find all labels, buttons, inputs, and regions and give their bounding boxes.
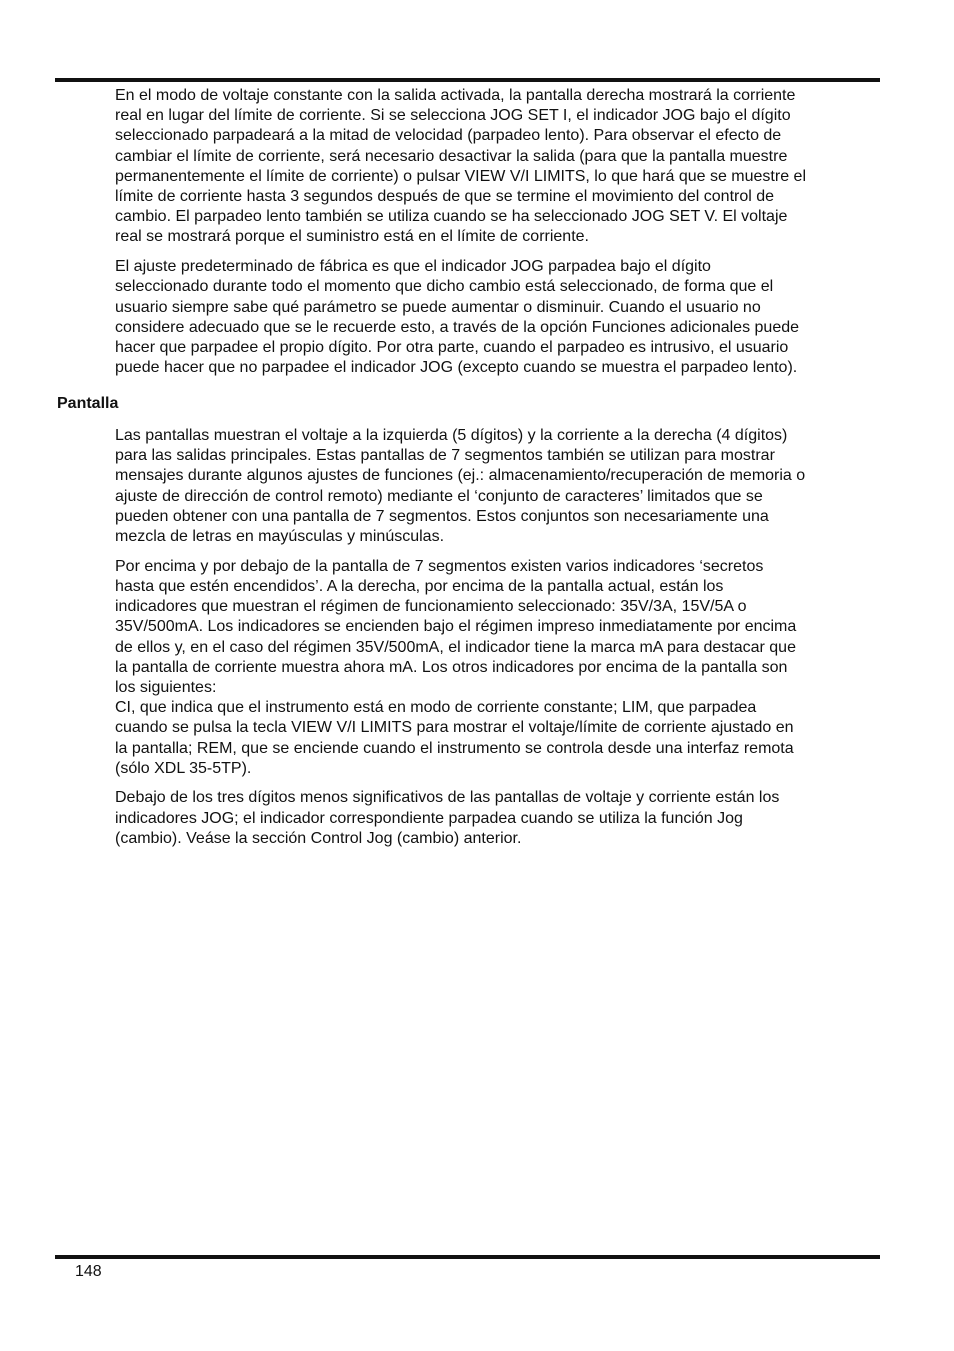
paragraph: El ajuste predeterminado de fábrica es que el indicador JOG parpadea bajo el dígito seleccionado durante todo el momento que dicho cambio está seleccionado, de forma que el usuario siempre sabe qué parámetro se puede aumentar o disminuir. Cuando el usuario no considere adecuado que se le recuerde esto, a través de la opción Funciones adicionales puede hacer que parpadee el propio dígito. Por otra parte, cuando el parpadeo es intrusivo, el usuario puede hacer que no parpadee el indicador JOG (excepto cuando se muestra el parpadeo lento). (115, 258, 800, 377)
section-jog-text (115, 86, 881, 388)
bottom-rule (55, 1255, 880, 1259)
paragraph: Por encima y por debajo de la pantalla de 7 segmentos existen varios indicadores ‘secretos hasta que estén encendidos’. A la derecha, por encima de la pantalla actual, están los indicadores que muestran el régimen de funcionamiento seleccionado: 35V/3A, 15V/5A o 35V/500mA. Los indicadores se encienden bajo el régimen impreso inmediatamente por encima de ellos y, en el caso del régimen 35V/500mA, el indicador tiene la marca mA para destacar que la pantalla de corriente muestra ahora mA. Los otros indicadores por encima de la pantalla son los siguientes: CI, que indica que el instrumento está en modo de corriente constante; LIM, que parpadea cuando se pulsa la tecla VIEW V/I LIMITS para mostrar el voltaje/límite de corriente ajustado en la pantalla; REM, que se enciende cuando el instrumento se controla desde una interfaz remota (sólo XDL 35-5TP). (115, 557, 797, 777)
paragraph: Debajo de los tres dígitos menos significativos de las pantallas de voltaje y corriente están los indicadores JOG; el indicador correspondiente parpadea cuando se utiliza la función Jog (cambio). Veáse la sección Control Jog (cambio) anterior. (115, 789, 780, 847)
section-pantalla-text (115, 426, 881, 859)
section-heading-pantalla: Pantalla (57, 395, 119, 412)
paragraph: Las pantallas muestran el voltaje a la izquierda (5 dígitos) y la corriente a la derecha (4 dígitos) para las salidas principales. Estas pantallas de 7 segmentos también se utilizan para mostrar mensajes durante algunos ajustes de funciones (ej.: almacenamiento/recuperación de memoria o ajuste de dirección de control remoto) mediante el ‘conjunto de caracteres’ limitados que se pueden obtener con una pantalla de 7 segmentos. Estos conjuntos son necesariamente una mezcla de letras en mayúsculas y minúsculas. (115, 427, 806, 546)
page-number: 148 (75, 1263, 102, 1280)
paragraph: En el modo de voltaje constante con la salida activada, la pantalla derecha mostrará la corriente real en lugar del límite de corriente. Si se selecciona JOG SET I, el indicador JOG bajo el dígito seleccionado parpadeará a la mitad de velocidad (parpadeo lento). Para observar el efecto de cambiar el límite de corriente, será necesario desactivar la salida (para que la pantalla muestre permanentemente el límite de corriente) o pulsar VIEW V/I LIMITS, lo que hará que se muestre el límite de corriente hasta 3 segundos después de que se termine el movimiento del control de cambio. El parpadeo lento también se utiliza cuando se ha seleccionado JOG SET V. El voltaje real se mostrará porque el suministro está en el límite de corriente. (115, 87, 806, 246)
top-rule (55, 78, 880, 82)
